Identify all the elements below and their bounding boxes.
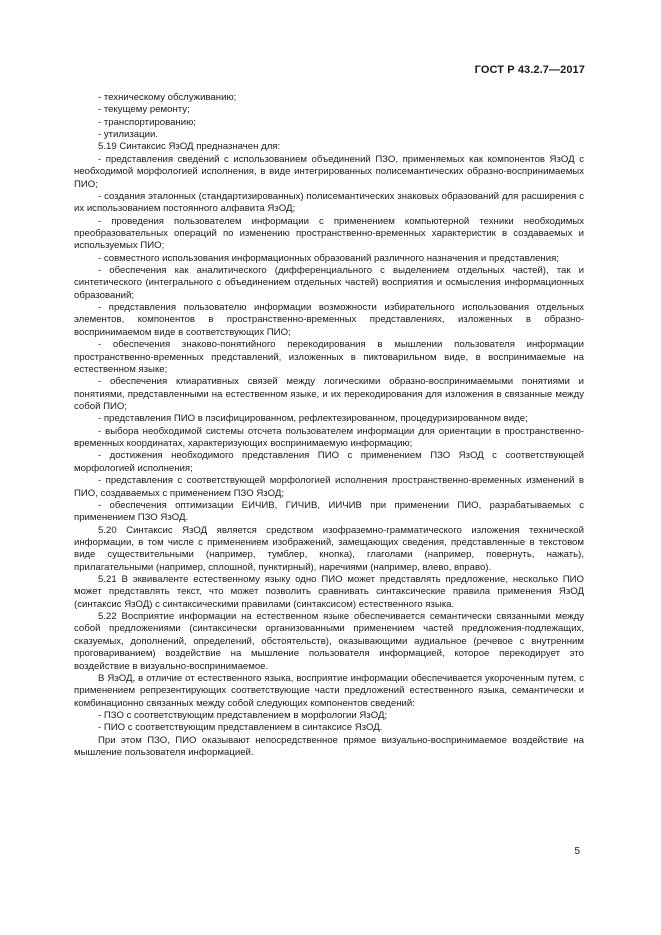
list-item: - обеспечения клиаративных связей между логическими образно-воспринимаемыми понятиями и понятиями, представленными на естественном языке, и их перекодирования для изложения в связанные между собой ПИО; — [74, 376, 584, 412]
paragraph: 5.21 В эквиваленте естественному языку одно ПИО может представлять предложение, несколько ПИО может представлять текст, что может позволить сравнивать синтаксические правила применения ЯзОД (синтаксис ЯзОД) с синтаксическими правилами (синтаксисом) естественного языка. — [74, 574, 584, 610]
paragraph: В ЯзОД, в отличие от естественного языка, восприятие информации обеспечивается укороченным путем, с применением репрезентирующих соответствующие части предложений естественного языка, семантически и комбинационно связанных между собой следующих компонентов сведений: — [74, 672, 584, 709]
list-item: - обеспечения как аналитического (дифференциального с выделением отдельных частей), так и синтетического (интегрального с объединением отдельных частей) восприятия и осмысления информационных образований; — [74, 265, 584, 301]
document-body — [74, 92, 584, 759]
list-item: - обеспечения знаково-понятийного перекодирования в мышлении пользователя информации пространственно-временных представлений, изложенных в пиктоварильном виде, в воспринимаемые на естественном языке; — [74, 339, 584, 375]
paragraph: 5.20 Синтаксис ЯзОД является средством изофраземно-грамматического изложения технической информации, в том числе с применением изображений, замещающих сведения, представленные в текстовом виде существительными (например, тумблер, кнопка), глаголами (например, повернуть, нажать), прилагательными (например, сплошной, пунктирный), наречиями (например, влево, вправо). — [74, 524, 584, 573]
list-item: - ПЗО с соответствующим представлением в морфологии ЯзОД; — [98, 709, 388, 721]
list-item: - утилизации. — [98, 129, 158, 141]
list-item: - представления сведений с использованием объединений ПЗО, применяемых как компонентов ЯзОД с необходимой морфологией исполнения, в виде интегрированных полисемантических образно-воспринимаемых ПИО; — [74, 153, 584, 190]
list-item: - текущему ремонту; — [98, 104, 190, 116]
paragraph: При этом ПЗО, ПИО оказывают непосредственное прямое визуально-воспринимаемое воздействие на мышление пользователя информацией. — [74, 734, 584, 759]
list-item: - создания эталонных (стандартизированных) полисемантических знаковых образований для расширения с их использованием постоянного алфавита ЯзОД; — [74, 190, 584, 215]
list-item: - техническому обслуживанию; — [98, 92, 237, 103]
document-code: ГОСТ Р 43.2.7—2017 — [474, 64, 585, 76]
list-item: - представления с соответствующей морфологией исполнения пространственно-временных изменений в ПИО, создаваемых с применением ПЗО ЯзОД; — [74, 475, 584, 499]
list-item: - проведения пользователем информации с применением компьютерной техники необходимых преобразовательных операций по изменению пространственно-временных характеристик в создаваемых и используемых ПИО; — [74, 215, 584, 252]
page-number: 5 — [574, 846, 580, 857]
list-item: - представления пользователю информации возможности избирательного использования отдельных элементов, компонентов в пространственно-временных представлениях, изложенных в образно-воспринимаемом виде в соответствующих ПИО; — [74, 302, 584, 338]
list-item: - совместного использования информационных образований различного назначения и представления; — [98, 252, 559, 264]
list-item: - выбора необходимой системы отсчета пользователем информации для ориентации в пространственно-временных координатах, характеризующих воспринимаемую информацию; — [74, 425, 584, 450]
paragraph: 5.19 Синтаксис ЯзОД предназначен для: — [98, 141, 281, 153]
list-item: - транспортированию; — [98, 116, 196, 128]
list-item: - представления ПИО в пэсифицированном, рефлектезированном, процедуризированном виде; — [98, 413, 528, 425]
list-item: - достижения необходимого представления ПИО с применением ПЗО ЯзОД с соответствующей морфологией исполнения; — [74, 450, 584, 474]
paragraph: 5.22 Восприятие информации на естественном языке обеспечивается семантически связанными между собой предложениями (синтаксически организованными применением частей предложения-подлежащих, сказуемых, дополнений, определений, обстоятельств), оказывающими аудиальное (речевое с внутренним проговариванием) воздействие на мышление пользователя информацией, которое перекодирует это воздействие в визуально-воспринимаемое. — [74, 611, 584, 672]
list-item: - ПИО с соответствующим представлением в синтаксисе ЯзОД. — [98, 722, 383, 734]
list-item: - обеспечения оптимизации ЕИЧИВ, ГИЧИВ, ИИЧИВ при применении ПИО, разрабатываемых с применением ПЗО ЯзОД. — [74, 499, 584, 524]
